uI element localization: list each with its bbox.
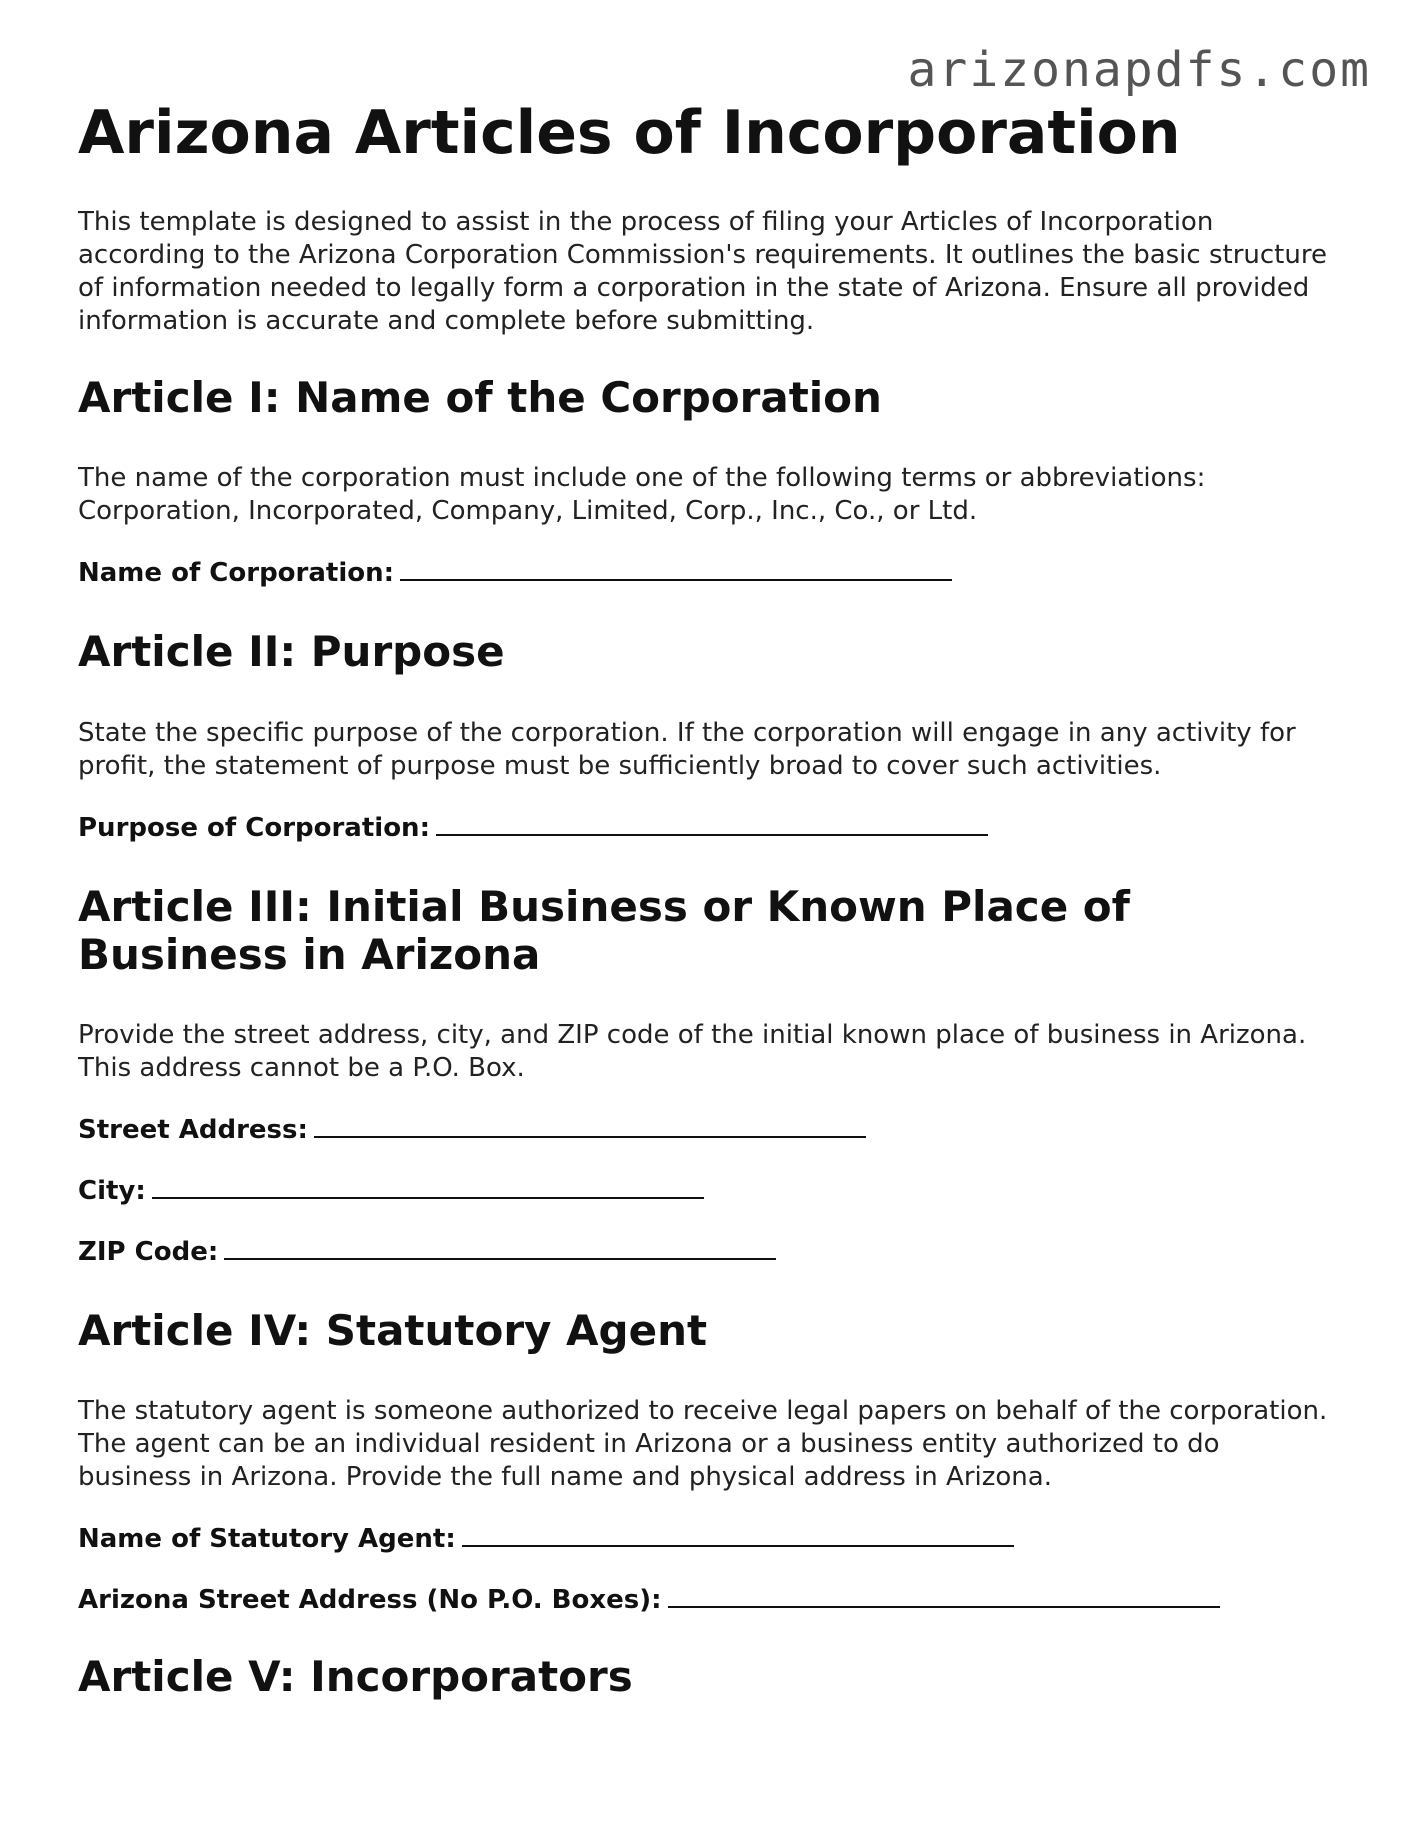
article-description: The name of the corporation must include one of the following terms or abbreviations: Corporation, Incorporated, Company, Limited, Corp., Inc., Co., or Ltd. <box>78 463 1206 527</box>
fill-in-line[interactable] <box>152 1175 704 1199</box>
article-heading: Article II: Purpose <box>78 627 505 677</box>
field-city[interactable] <box>78 1175 1338 1208</box>
article-heading: Article I: Name of the Corporation <box>78 373 882 422</box>
field-statutory-agent-name[interactable] <box>78 1523 1338 1556</box>
field-label: Purpose of Corporation: <box>78 812 430 843</box>
article-5 <box>78 1653 1338 1701</box>
article-4 <box>78 1307 1338 1617</box>
field-purpose-of-corporation[interactable] <box>78 812 1338 845</box>
article-3 <box>78 883 1338 1270</box>
fill-in-line[interactable] <box>224 1236 776 1260</box>
article-1 <box>78 374 1338 590</box>
article-heading: Article V: Incorporators <box>78 1652 633 1702</box>
field-label: Arizona Street Address (No P.O. Boxes): <box>78 1585 662 1616</box>
document-page <box>78 100 1338 1742</box>
field-zip-code[interactable] <box>78 1236 1338 1269</box>
watermark: arizonapdfs.com <box>907 42 1371 98</box>
article-heading: Article III: Initial Business or Known Place of Business in Arizona <box>78 881 1130 979</box>
article-2 <box>78 628 1338 844</box>
field-arizona-street-address[interactable] <box>78 1584 1338 1617</box>
page-title: Arizona Articles of Incorporation <box>78 98 1181 168</box>
intro-paragraph: This template is designed to assist in the process of filing your Articles of Incorporation according to the Arizona Corporation Commission's requirements. It outlines the basic structure of information needed to legally form a corporation in the state of Arizona. Ensure all provided information is accurate and complete before submitting. <box>78 207 1327 336</box>
field-street-address[interactable] <box>78 1114 1338 1147</box>
field-label: Street Address: <box>78 1115 308 1146</box>
field-name-of-corporation[interactable] <box>78 557 1338 590</box>
field-label: City: <box>78 1176 146 1207</box>
article-description: The statutory agent is someone authorized to receive legal papers on behalf of the corporation. The agent can be an individual resident in Arizona or a business entity authorized to do business in Arizona. Provide the full name and physical address in Arizona. <box>78 1396 1328 1493</box>
article-heading: Article IV: Statutory Agent <box>78 1306 708 1356</box>
fill-in-line[interactable] <box>668 1584 1220 1608</box>
field-label: ZIP Code: <box>78 1237 219 1268</box>
fill-in-line[interactable] <box>462 1523 1014 1547</box>
article-description: State the specific purpose of the corporation. If the corporation will engage in any activity for profit, the statement of purpose must be sufficiently broad to cover such activities. <box>78 717 1296 781</box>
fill-in-line[interactable] <box>400 557 952 581</box>
fill-in-line[interactable] <box>436 812 988 836</box>
field-label: Name of Statutory Agent: <box>78 1524 456 1555</box>
article-description: Provide the street address, city, and ZIP code of the initial known place of business in Arizona. This address cannot be a P.O. Box. <box>78 1020 1307 1084</box>
fill-in-line[interactable] <box>314 1114 866 1138</box>
field-label: Name of Corporation: <box>78 558 395 589</box>
